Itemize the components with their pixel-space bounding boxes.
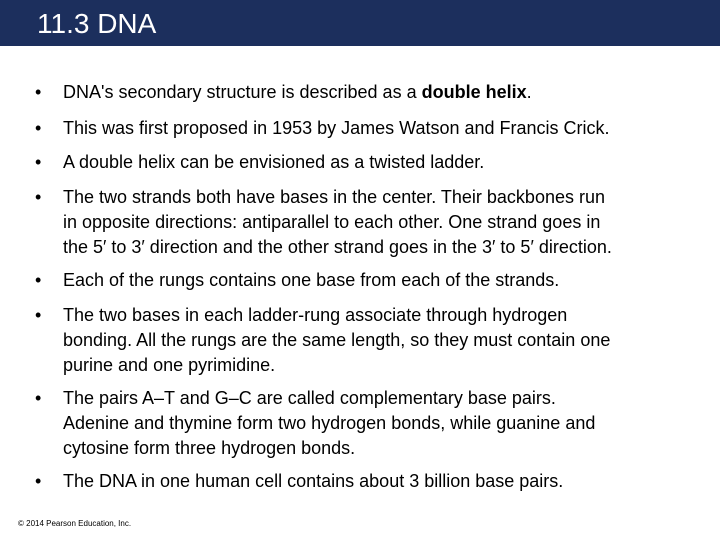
- copyright-footer: © 2014 Pearson Education, Inc.: [18, 519, 132, 528]
- bullet-text-before: DNA's secondary structure is described as a: [63, 82, 422, 102]
- bullet-marker: •: [35, 388, 42, 408]
- bullet-text-after: .: [526, 82, 532, 102]
- bullet-item-double-helix: [35, 80, 713, 105]
- bullet-marker: •: [35, 305, 42, 325]
- bullet-marker: •: [35, 187, 42, 207]
- bullet-item-antiparallel: [35, 185, 713, 260]
- bullet-line: the 5′ to 3′ direction and the other strand goes in the 3′ to 5′ direction.: [63, 237, 612, 257]
- bullet-item-twisted-ladder: [35, 150, 713, 175]
- bullet-marker: •: [35, 118, 42, 138]
- bullet-item-base-pairs: [35, 386, 713, 461]
- bullet-line: cytosine form three hydrogen bonds.: [63, 438, 356, 458]
- bullet-item-watson-crick: [35, 116, 713, 141]
- bullet-item-rungs: [35, 268, 713, 293]
- bullet-line: This was first proposed in 1953 by James Watson and Francis Crick.: [63, 118, 610, 138]
- bullet-item-hydrogen-bonding: [35, 303, 713, 378]
- bullet-line: The two strands both have bases in the center. Their backbones run: [63, 187, 605, 207]
- bullet-line: Adenine and thymine form two hydrogen bonds, while guanine and: [63, 413, 596, 433]
- bullet-marker: •: [35, 270, 42, 290]
- bullet-marker: •: [35, 471, 42, 491]
- bullet-line: The pairs A–T and G–C are called complementary base pairs.: [63, 388, 556, 408]
- bullet-line: The two bases in each ladder-rung associate through hydrogen: [63, 305, 568, 325]
- bullet-line: The DNA in one human cell contains about 3 billion base pairs.: [63, 471, 564, 491]
- bullet-emphasis: double helix: [421, 82, 527, 102]
- bullet-marker: •: [35, 82, 42, 102]
- bullet-line: in opposite directions: antiparallel to each other. One strand goes in: [63, 212, 601, 232]
- bullet-item-billion-pairs: [35, 469, 713, 494]
- bullet-line: purine and one pyrimidine.: [63, 355, 276, 375]
- bullet-marker: •: [35, 152, 42, 172]
- bullet-line: A double helix can be envisioned as a twisted ladder.: [63, 152, 485, 172]
- slide-title: 11.3 DNA: [37, 8, 157, 39]
- bullet-line: bonding. All the rungs are the same length, so they must contain one: [63, 330, 611, 350]
- bullet-line: Each of the rungs contains one base from each of the strands.: [63, 270, 560, 290]
